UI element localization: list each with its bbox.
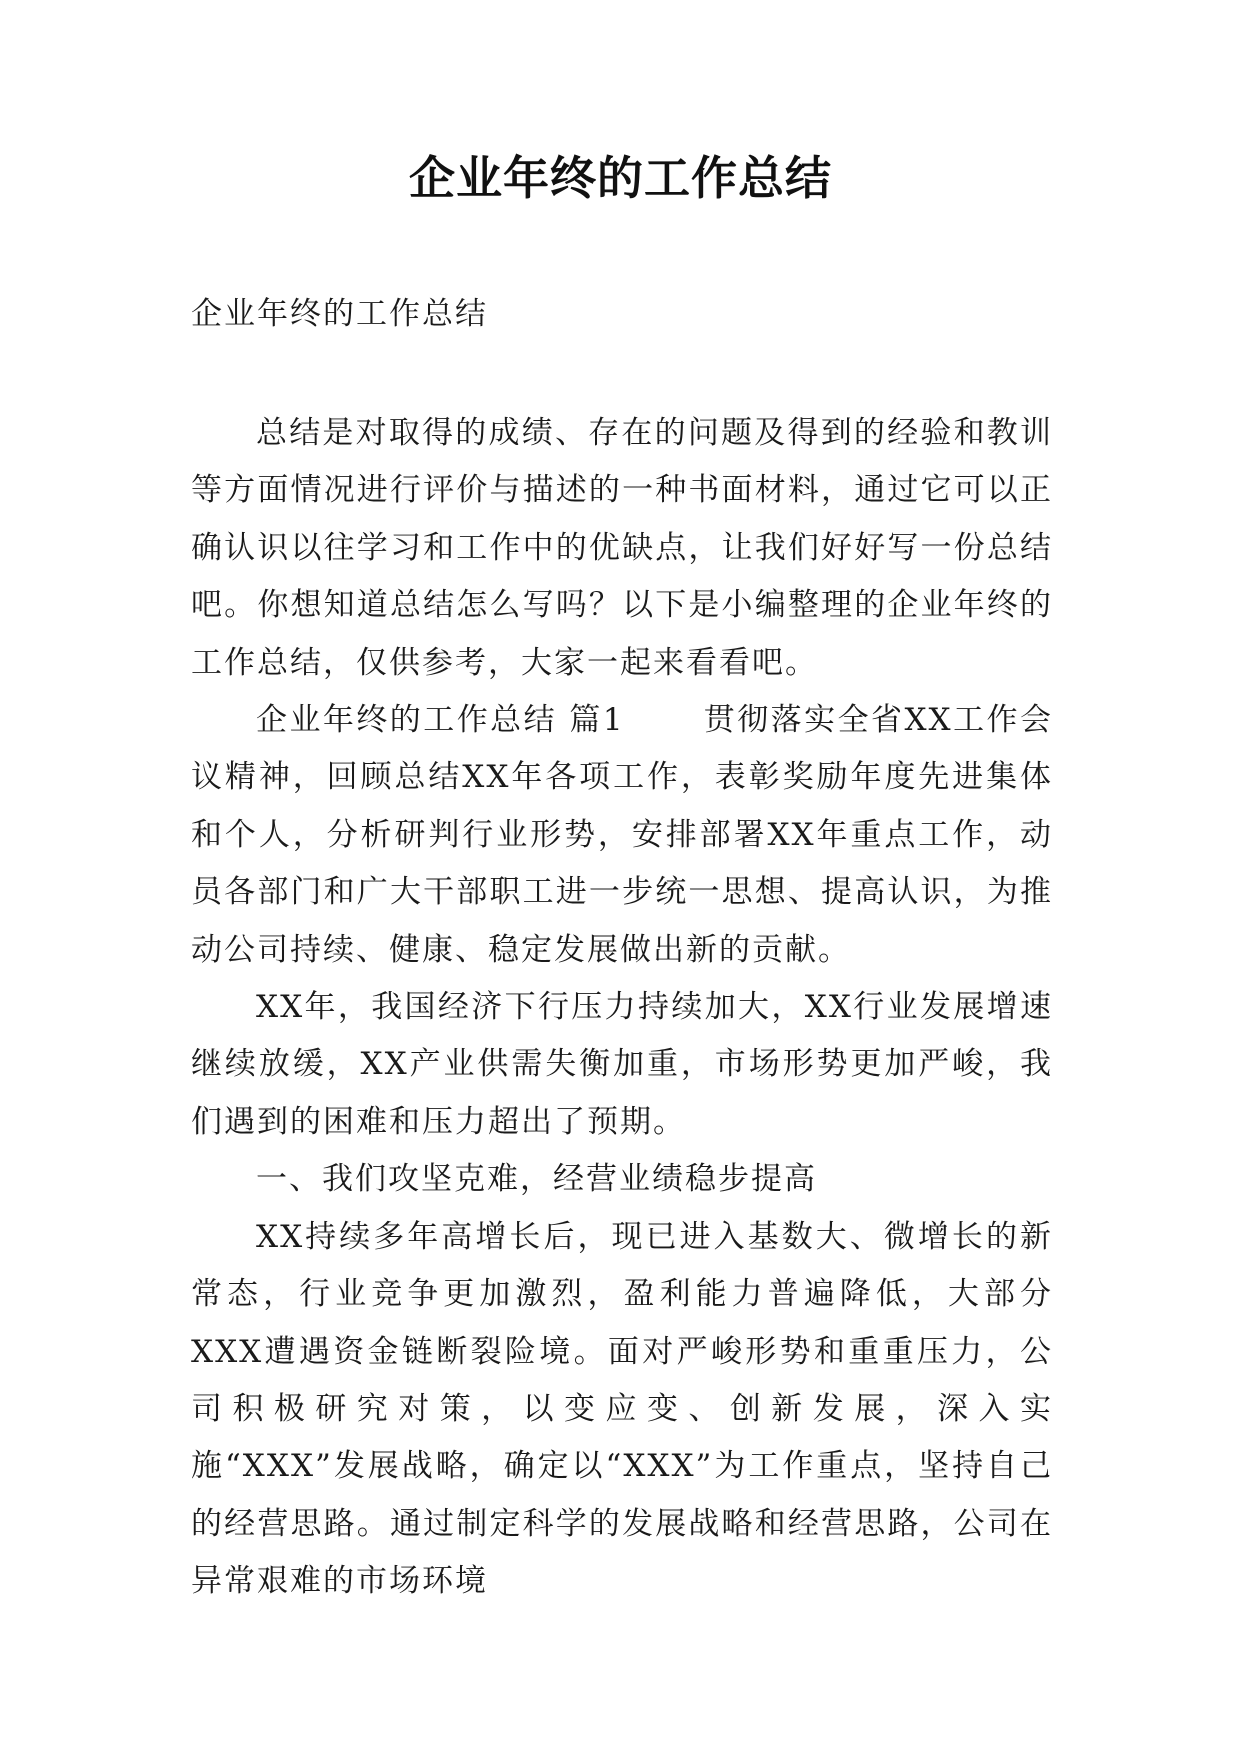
- body-heading-1: 一、我们攻坚克难，经营业绩稳步提高: [256, 1161, 817, 1198]
- body-paragraph-economy: XX年，我国经济下行压力持续加大，XX行业发展增速继续放缓，XX产业供需失衡加重，市场形势更加严峻，我们遇到的困难和压力超出了预期。: [191, 989, 1053, 1140]
- body-paragraph-intro: 总结是对取得的成绩、存在的问题及得到的经验和教训等方面情况进行评价与描述的一种书面材料，通过它可以正确认识以往学习和工作中的优缺点，让我们好好写一份总结吧。你想知道总结怎么写吗？以下是小编整理的企业年终的工作总结，仅供参考，大家一起来看看吧。: [191, 415, 1053, 681]
- document-body: [191, 405, 1053, 1611]
- body-paragraph-performance: XX持续多年高增长后，现已进入基数大、微增长的新常态，行业竞争更加激烈，盈利能力普遍降低，大部分XXX遭遇资金链断裂险境。面对严峻形势和重重压力，公司积极研究对策，以变应变、创新发展，深入实施“XXX”发展战略，确定以“XXX”为工作重点，坚持自己的经营思路。通过制定科学的发展战略和经营思路，公司在异常艰难的市场环境: [191, 1218, 1053, 1600]
- document-title: 企业年终的工作总结: [409, 151, 832, 205]
- body-paragraph-section-1: 企业年终的工作总结 篇1 贯彻落实全省XX工作会议精神，回顾总结XX年各项工作，表彰奖励年度先进集体和个人，分析研判行业形势，安排部署XX年重点工作，动员各部门和广大干部职工进一步统一思想、提高认识，为推动公司持续、健康、稳定发展做出新的贡献。: [191, 702, 1053, 968]
- document-subtitle: 企业年终的工作总结: [191, 296, 488, 332]
